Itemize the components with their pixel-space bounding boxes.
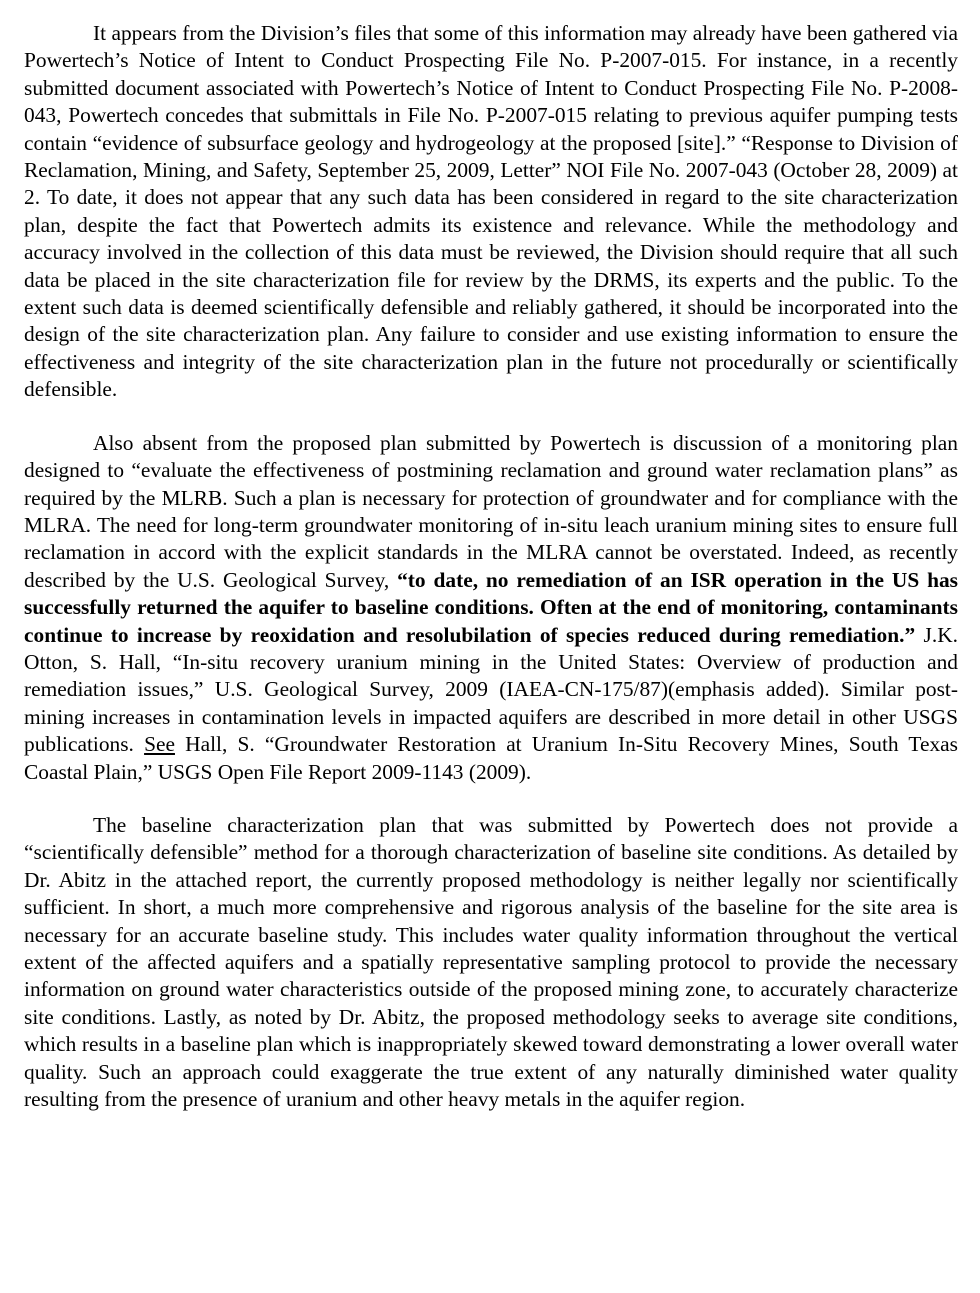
paragraph-text: Hall, S. “Groundwater Restoration at Uranium In-Situ Recovery Mines, South Texas Coastal Plain,” USGS Open File Report 2009-1143 (2009). [24, 732, 958, 784]
paragraph-monitoring-plan [24, 430, 958, 786]
paragraph-text: J.K. Otton, S. Hall, “In-situ recovery uranium mining in the United States: Overview of production and remediation issues,” U.S. Geological Survey, 2009 (IAEA-CN-175/87)(emphasis added). Similar post-mining increases in contamination levels in impacted aquifers are described in more detail in other USGS publications. [24, 622, 958, 757]
paragraph-prior-information [24, 20, 958, 404]
document-page [24, 20, 958, 1113]
paragraph-text: It appears from the Division’s files that some of this information may already have been gathered via Powertech’s Notice of Intent to Conduct Prospecting File No. P-2007-015. For instance, in a recently submitted document associated with Powertech’s Notice of Intent to Conduct Prospecting File No. P-2008-043, Powertech concedes that submittals in File No. P-2007-015 relating to previous aquifer pumping tests contain “evidence of subsurface geology and hydrogeology at the proposed [site].” “Response to Division of Reclamation, Mining, and Safety, September 25, 2009, Letter” NOI File No. 2007-043 (October 28, 2009) at 2. To date, it does not appear that any such data has been considered in regard to the site characterization plan, despite the fact that Powertech admits its existence and relevance. While the methodology and accuracy involved in the collection of this data must be reviewed, the Division should require that all such data be placed in the site characterization file for review by the DRMS, its experts and the public. To the extent such data is deemed scientifically defensible and reliably gathered, it should be incorporated into the design of the site characterization plan. Any failure to consider and use existing information to ensure the effectiveness and integrity of the site characterization plan in the future not procedurally or scientifically defensible. [24, 21, 958, 402]
underlined-signal: See [144, 732, 175, 757]
paragraph-text: The baseline characterization plan that was submitted by Powertech does not provide a “scientifically defensible” method for a thorough characterization of baseline site conditions. As detailed by Dr. Abitz in the attached report, the currently proposed methodology is neither legally nor scientifically sufficient. In short, a much more comprehensive and rigorous analysis of the baseline for the site area is necessary for an accurate baseline study. This includes water quality information throughout the vertical extent of the affected aquifers and a spatially representative sampling protocol to provide the necessary information on ground water characteristics outside of the proposed mining zone, to accurately characterize site conditions. Lastly, as noted by Dr. Abitz, the proposed methodology seeks to average site conditions, which results in a baseline plan which is inappropriately skewed toward demonstrating a lower overall water quality. Such an approach could exaggerate the true extent of any naturally diminished water quality resulting from the presence of uranium and other heavy metals in the aquifer region. [24, 812, 958, 1112]
bold-quotation: “to date, no remediation of an ISR operation in the US has successfully returned the aquifer to baseline conditions. Often at the end of monitoring, contaminants continue to increase by reoxidation and resolubilation of species reduced during remediation.” [24, 567, 958, 647]
paragraph-baseline-plan [24, 812, 958, 1113]
paragraph-text: Also absent from the proposed plan submitted by Powertech is discussion of a monitoring plan designed to “evaluate the effectiveness of postmining reclamation and ground water reclamation plans” as required by the MLRB. Such a plan is necessary for protection of groundwater and for compliance with the MLRA. The need for long-term groundwater monitoring of in-situ leach uranium mining sites to ensure full reclamation in accord with the explicit standards in the MLRA cannot be overstated. Indeed, as recently described by the U.S. Geological Survey, [24, 430, 958, 592]
